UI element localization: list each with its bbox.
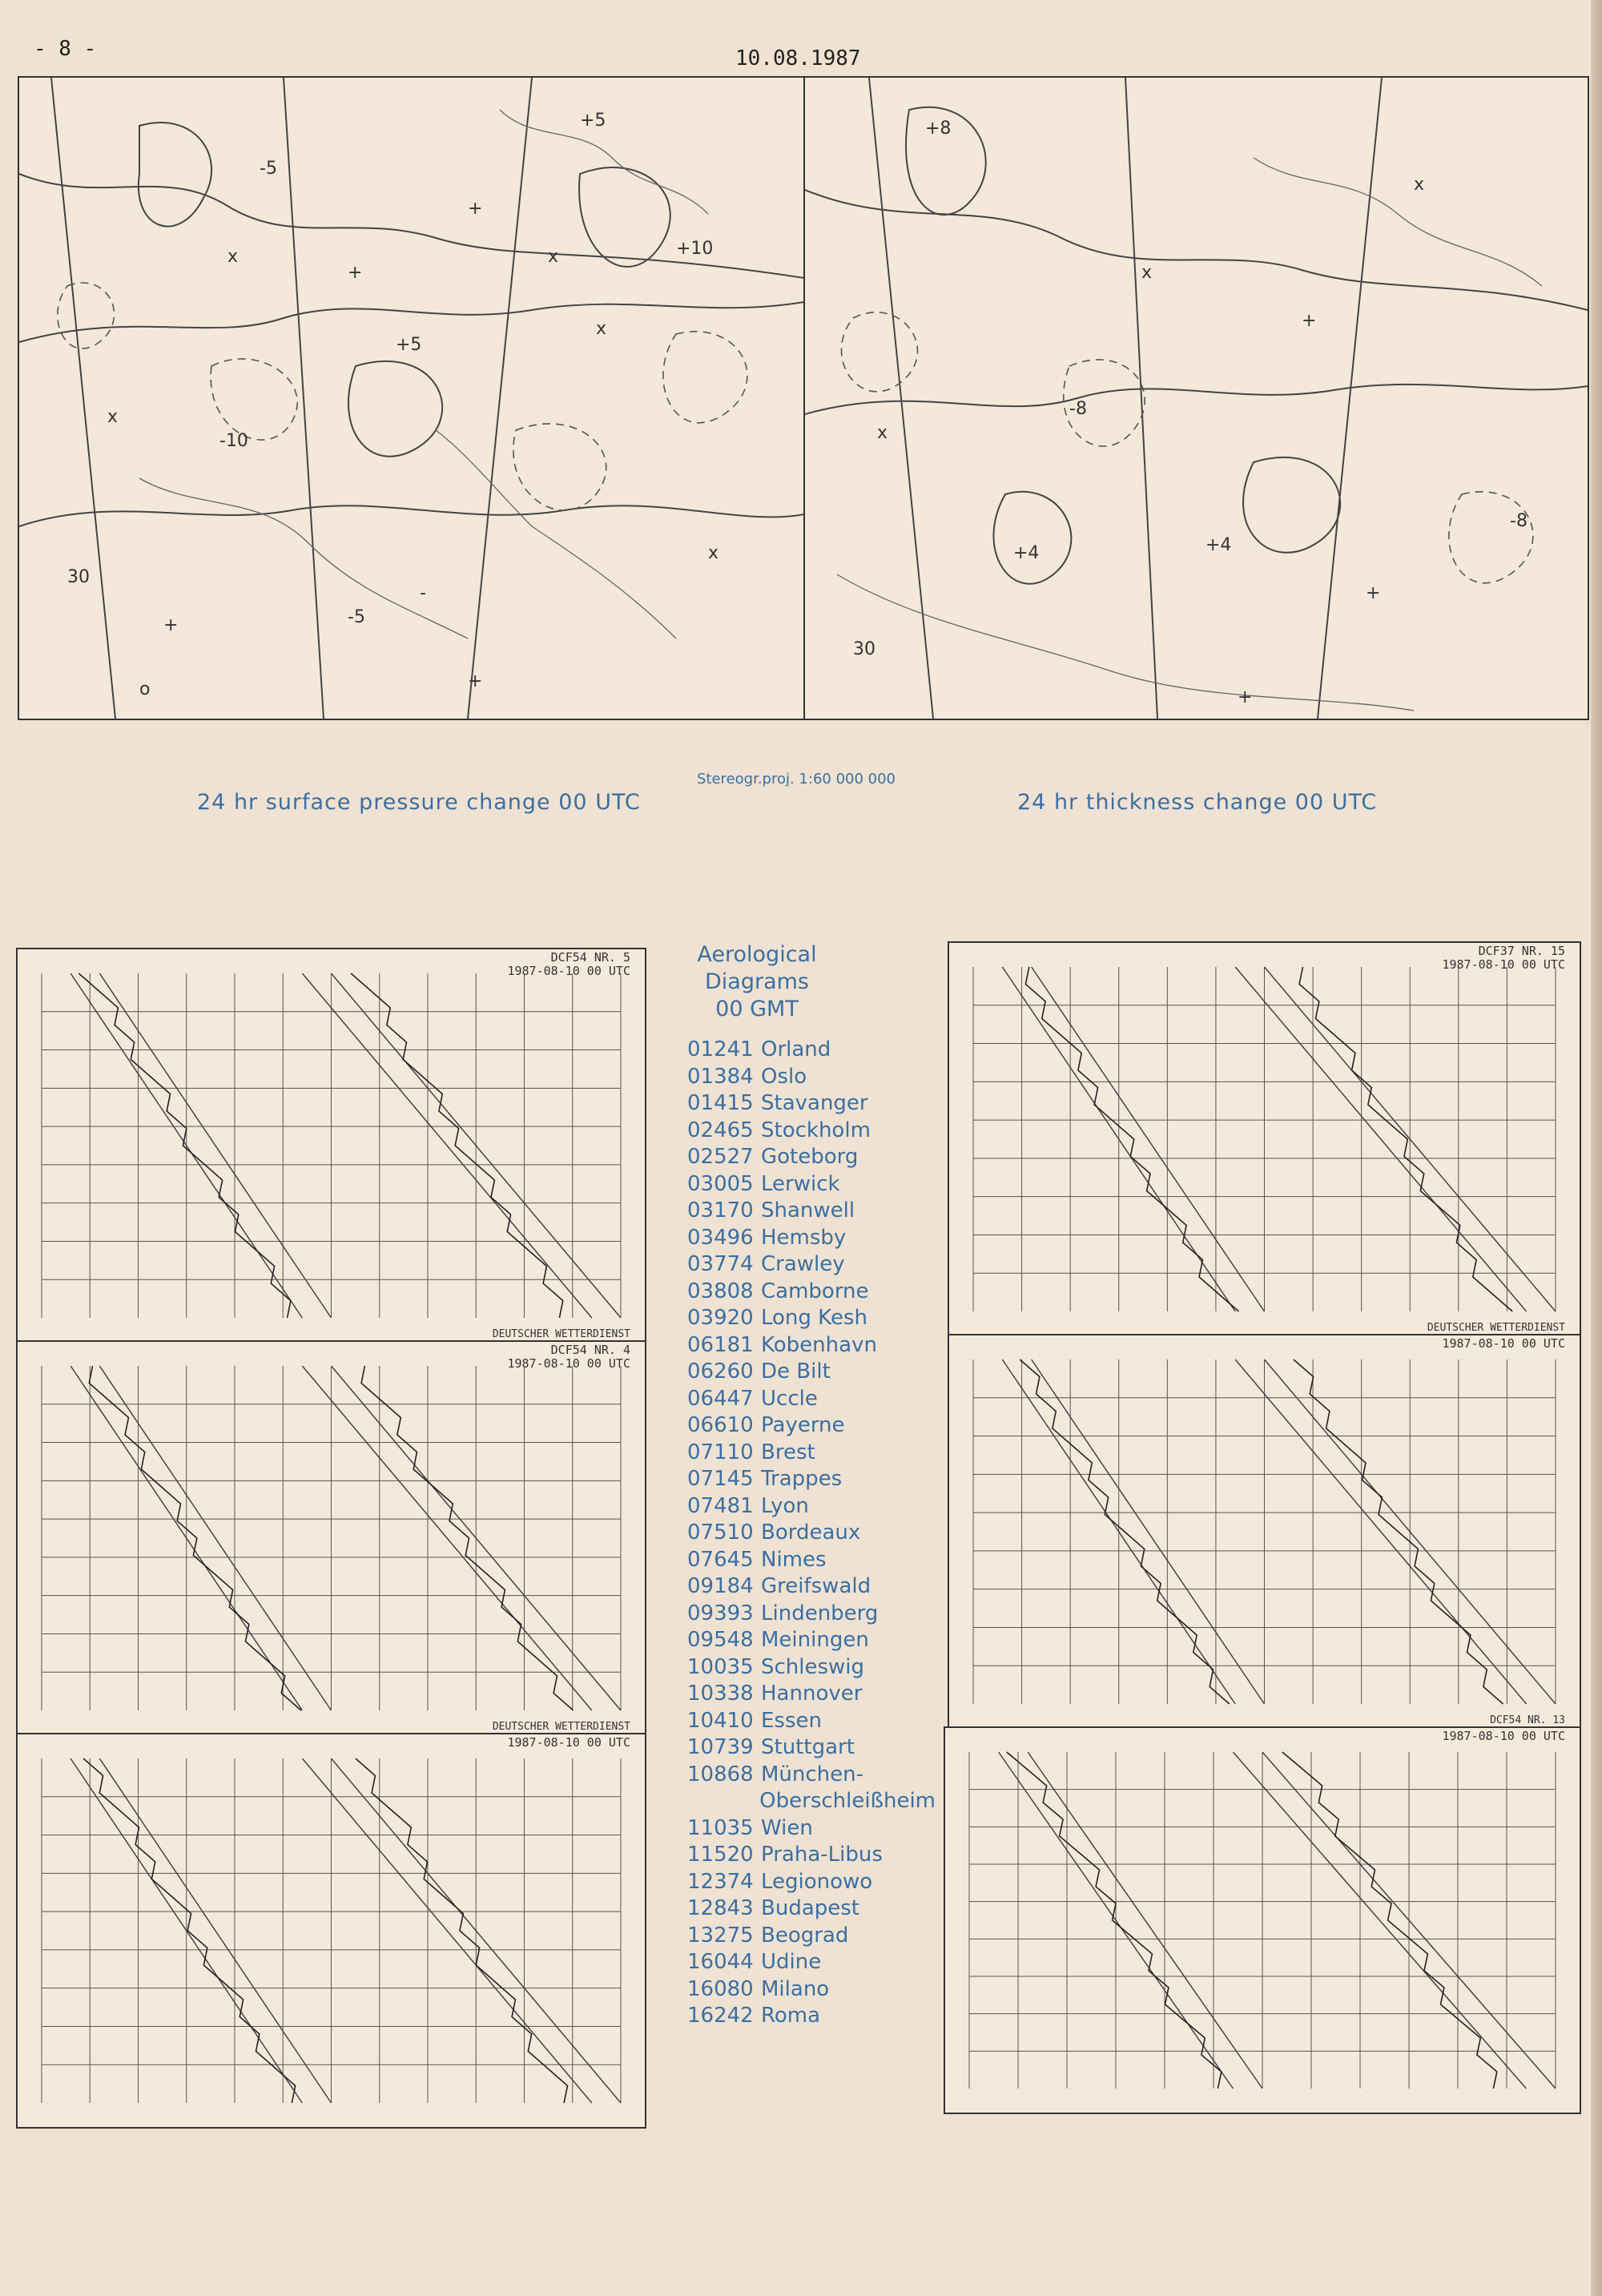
station-name: Brest [761,1440,815,1464]
list-item [687,1064,936,1091]
aerological-diagram-right-3 [944,1726,1581,2114]
list-item [687,1493,936,1521]
diagram-header: DCF54 NR. 4 1987-08-10 00 UTC [507,1343,630,1371]
station-name: Praha-Libus [761,1843,883,1867]
station-code: 12374 [687,1869,754,1894]
list-item [687,1734,936,1762]
station-name: Camborne [761,1279,869,1303]
station-name: Orland [761,1037,831,1061]
station-name: Stockholm [761,1118,871,1142]
diagram-header: 1987-08-10 00 UTC [507,1735,630,1750]
station-code: 03920 [687,1306,754,1330]
list-item [687,1949,936,1976]
station-name: Oslo [761,1064,807,1089]
svg-text:30: 30 [67,567,90,587]
list-item [687,1869,936,1896]
list-item [687,1440,936,1467]
station-code: 10739 [687,1735,754,1759]
station-code: 03005 [687,1171,754,1196]
svg-text:+: + [468,671,483,691]
station-code: 10868 [687,1762,754,1786]
diagram-footer: DCF54 NR. 13 [1490,1714,1565,1726]
station-name: Oberschleißheim [759,1789,936,1813]
list-item [687,1520,936,1547]
map-projection-note: Stereogr.proj. 1:60 000 000 [697,771,896,787]
station-code: 06610 [687,1413,754,1437]
list-item [687,1923,936,1950]
station-name: Payerne [761,1413,845,1437]
svg-text:-8: -8 [1510,511,1528,531]
aerological-title-line2: Diagrams [705,969,809,994]
station-code: 01384 [687,1064,754,1089]
svg-text:+: + [163,615,179,635]
diagram-footer: DEUTSCHER WETTERDIENST [492,1721,630,1733]
list-item [687,1118,936,1145]
station-code: 01241 [687,1037,754,1061]
station-name: Stuttgart [761,1735,855,1759]
diagram-header: DCF54 NR. 5 1987-08-10 00 UTC [507,950,630,978]
diagram-grid [945,1728,1580,2113]
svg-text:30: 30 [853,639,875,659]
station-code: 07645 [687,1547,754,1572]
list-item [687,1573,936,1601]
svg-text:+: + [468,199,483,219]
page-spine-shadow [1591,0,1602,2296]
station-name: Roma [761,2004,821,2028]
diagram-header: DCF37 NR. 15 1987-08-10 00 UTC [1442,944,1565,972]
station-code: 07145 [687,1467,754,1491]
station-name: Budapest [761,1896,859,1920]
station-name: Essen [761,1708,822,1733]
list-item [687,1842,936,1869]
left-map-caption: 24 hr surface pressure change 00 UTC [197,790,641,815]
station-name: Nimes [761,1547,827,1572]
list-item [687,1895,936,1923]
svg-text:x: x [596,319,607,339]
svg-text:x: x [1141,263,1153,283]
list-item [687,1788,936,1815]
aerological-title [685,941,829,1023]
list-item [687,1386,936,1413]
svg-text:-: - [420,583,426,603]
aerological-title-line1: Aerological [697,942,817,967]
list-item [687,1627,936,1654]
list-item [687,1037,936,1064]
aerological-diagram-right-2 [948,1334,1581,1730]
aerological-title-line3: 00 GMT [715,997,799,1021]
diagram-footer: DEUTSCHER WETTERDIENST [492,1328,630,1340]
station-name: Meiningen [761,1628,869,1652]
station-code: 09184 [687,1574,754,1598]
station-name: Udine [761,1950,822,1974]
svg-text:+: + [1302,311,1317,331]
diagram-footer: DEUTSCHER WETTERDIENST [1427,1322,1565,1334]
diagram-grid [949,1335,1580,1728]
svg-text:-10: -10 [219,431,248,451]
station-name: Shanwell [761,1198,855,1223]
station-name: Uccle [761,1386,818,1411]
diagram-grid [18,1342,645,1734]
station-code: 03808 [687,1279,754,1303]
station-code: 03496 [687,1225,754,1250]
svg-text:x: x [107,407,119,427]
svg-text:-8: -8 [1069,399,1087,419]
station-name: Bordeaux [761,1521,861,1545]
station-list [687,1037,936,2030]
list-item [687,1359,936,1386]
list-item [687,1144,936,1171]
station-code: 02527 [687,1145,754,1169]
map-drawing [805,78,1588,719]
svg-text:o: o [139,679,151,699]
surface-pressure-change-map [18,76,806,720]
station-code: 10035 [687,1654,754,1679]
diagram-header: 1987-08-10 00 UTC [1442,1729,1565,1743]
station-name: Goteborg [761,1145,859,1169]
page-number: - 8 - [34,37,97,61]
svg-text:+: + [348,263,363,283]
map-drawing [19,78,804,719]
station-code: 11035 [687,1815,754,1840]
station-name: Lindenberg [761,1601,879,1625]
list-item [687,1601,936,1628]
list-item [687,1654,936,1682]
station-name: Hannover [761,1682,863,1706]
station-name: Stavanger [761,1091,868,1115]
station-name: Trappes [761,1467,843,1491]
station-code: 10410 [687,1708,754,1733]
right-map-caption: 24 hr thickness change 00 UTC [1017,790,1378,815]
station-name: Greifswald [761,1574,871,1598]
station-code: 12843 [687,1896,754,1920]
svg-text:-5: -5 [348,607,365,627]
aerological-diagram-right-1 [948,941,1581,1337]
svg-text:+5: +5 [396,335,422,355]
list-item [687,1225,936,1252]
station-code: 16080 [687,1976,754,2001]
thickness-change-map [803,76,1589,720]
list-item [687,1547,936,1574]
list-item [687,1171,936,1198]
station-name: München- [761,1762,864,1786]
station-name: Milano [761,1976,830,2001]
station-name: De Bilt [761,1359,831,1384]
list-item [687,1762,936,1789]
svg-text:x: x [227,247,239,267]
station-code: 11520 [687,1843,754,1867]
station-code [687,1788,759,1815]
svg-text:-5: -5 [260,159,277,179]
svg-text:+: + [1366,583,1381,603]
list-item [687,1466,936,1493]
aerological-diagram-left-2 [16,1340,646,1736]
diagram-grid [18,949,645,1342]
svg-text:x: x [877,423,888,443]
list-item [687,2003,936,2030]
station-name: Kobenhavn [761,1332,877,1357]
list-item [687,1251,936,1279]
station-code: 02465 [687,1118,754,1142]
station-name: Hemsby [761,1225,847,1250]
list-item [687,1681,936,1708]
svg-text:+4: +4 [1013,543,1040,563]
list-item [687,1090,936,1118]
aerological-diagram-left-1 [16,948,646,1343]
station-name: Schleswig [761,1654,865,1679]
svg-text:x: x [548,247,559,267]
station-name: Lyon [761,1493,809,1518]
station-code: 13275 [687,1923,754,1948]
svg-text:+10: +10 [676,239,714,259]
svg-text:x: x [1414,175,1425,195]
station-code: 16044 [687,1950,754,1974]
station-name: Crawley [761,1252,845,1276]
station-code: 06260 [687,1359,754,1384]
list-item [687,1279,936,1306]
diagram-grid [949,943,1580,1335]
station-code: 07481 [687,1493,754,1518]
station-name: Beograd [761,1923,849,1948]
station-name: Lerwick [761,1171,840,1196]
station-name: Long Kesh [761,1306,867,1330]
page-date: 10.08.1987 [735,46,861,70]
list-item [687,1305,936,1332]
aerological-diagram-left-3 [16,1733,646,2129]
list-item [687,1198,936,1225]
station-name: Wien [761,1815,813,1840]
station-code: 06181 [687,1332,754,1357]
svg-text:+4: +4 [1206,535,1232,555]
list-item [687,1815,936,1843]
svg-text:+: + [1238,687,1253,707]
station-code: 06447 [687,1386,754,1411]
station-code: 01415 [687,1091,754,1115]
station-code: 07110 [687,1440,754,1464]
svg-text:+5: +5 [580,111,606,131]
station-code: 09393 [687,1601,754,1625]
station-code: 16242 [687,2004,754,2028]
svg-text:+8: +8 [925,119,952,139]
station-code: 03774 [687,1252,754,1276]
diagram-grid [18,1734,645,2127]
station-code: 09548 [687,1628,754,1652]
station-code: 10338 [687,1682,754,1706]
svg-text:x: x [708,543,719,563]
station-name: Legionowo [761,1869,873,1894]
station-code: 03170 [687,1198,754,1223]
list-item [687,1708,936,1735]
list-item [687,1412,936,1440]
list-item [687,1976,936,2004]
station-code: 07510 [687,1521,754,1545]
list-item [687,1332,936,1359]
diagram-header: 1987-08-10 00 UTC [1442,1336,1565,1351]
